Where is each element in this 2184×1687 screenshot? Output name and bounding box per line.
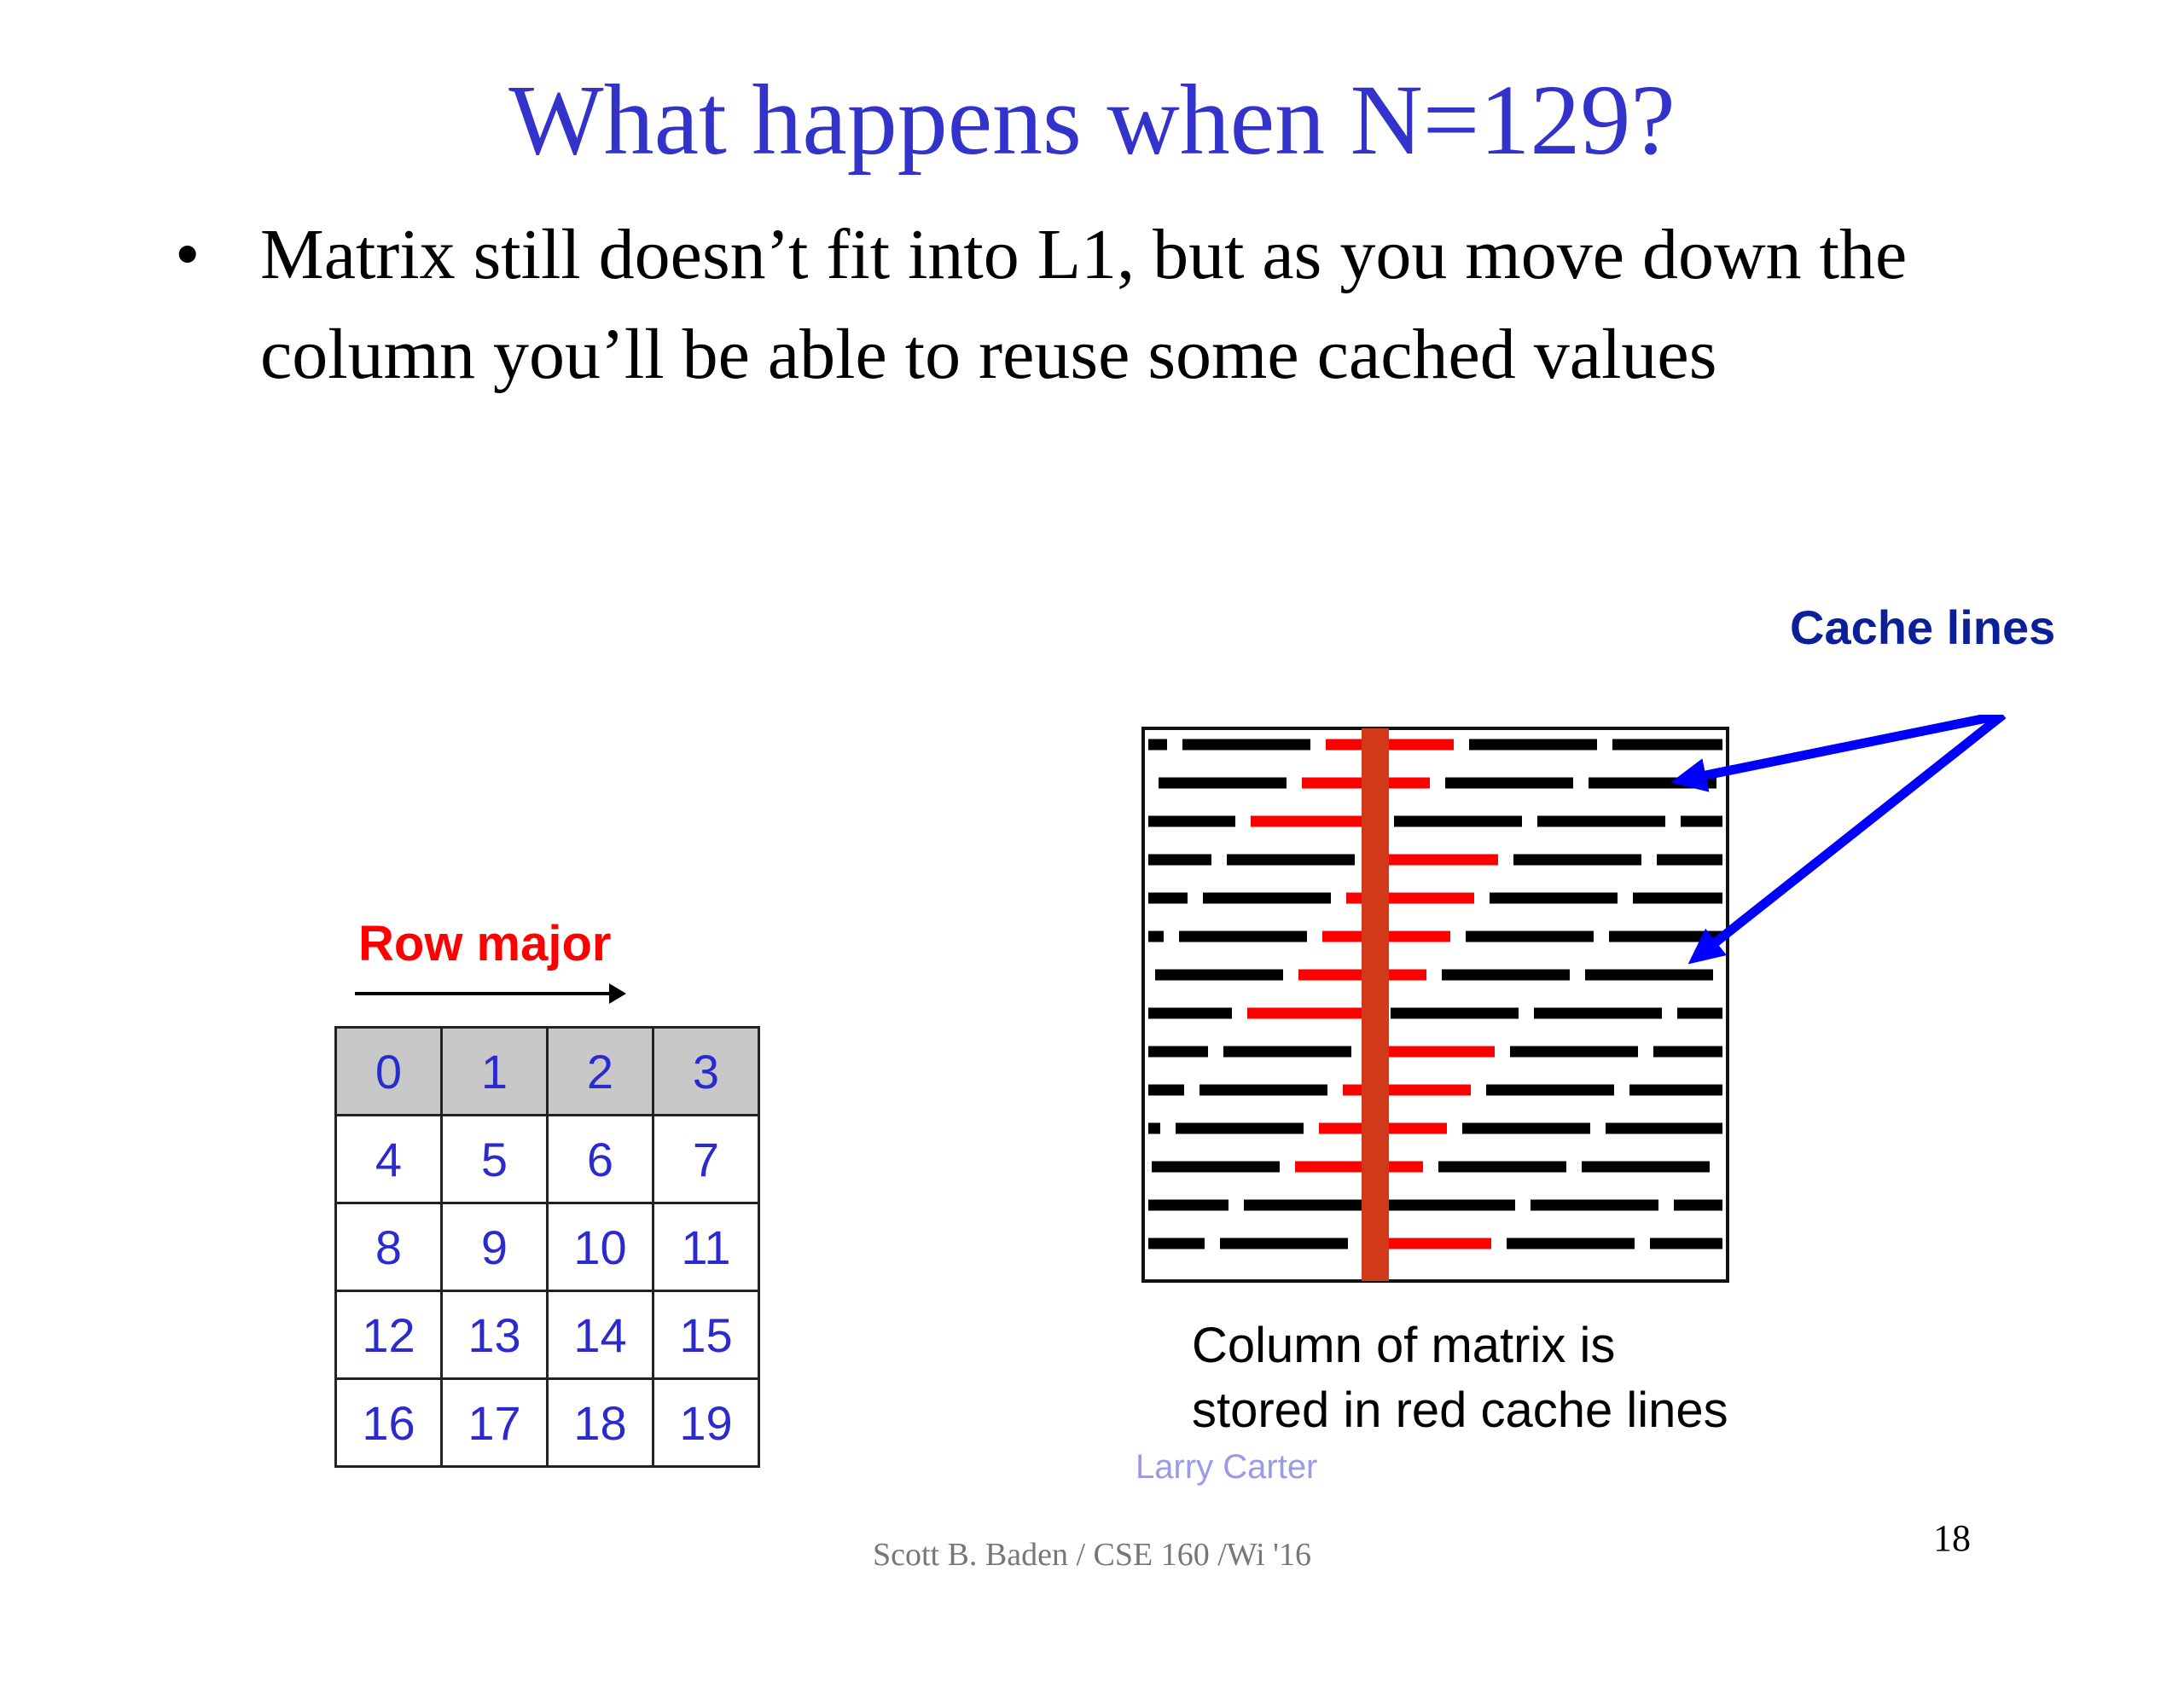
grid-row bbox=[336, 1203, 759, 1291]
bullet-text: Matrix still doesn’t fit into L1, but as you move down the column you’ll be able to reuse some cached values bbox=[260, 215, 1908, 394]
grid-cell: 18 bbox=[548, 1379, 653, 1467]
grid-cell: 6 bbox=[548, 1116, 653, 1203]
grid-row bbox=[336, 1291, 759, 1379]
grid-cell: 13 bbox=[442, 1291, 548, 1379]
slide-footer: Scott B. Baden / CSE 160 /Wi '16 bbox=[872, 1537, 1312, 1573]
matrix-outline bbox=[1143, 728, 1728, 1281]
caption-line-1: Column of matrix is bbox=[1192, 1318, 1616, 1373]
credit-text: Larry Carter bbox=[1136, 1448, 1318, 1486]
bullet-marker: • bbox=[175, 215, 200, 294]
caption-line-2: stored in red cache lines bbox=[1192, 1383, 1728, 1438]
cache-lines-diagram bbox=[1126, 715, 2124, 1312]
slide-title: What happens when N=129? bbox=[508, 64, 1676, 176]
page-number: 18 bbox=[1933, 1517, 1971, 1559]
grid-row bbox=[336, 1379, 759, 1467]
grid-cell: 1 bbox=[442, 1028, 548, 1116]
grid-cell: 8 bbox=[336, 1203, 442, 1291]
grid-cell: 4 bbox=[336, 1116, 442, 1203]
grid-cell: 17 bbox=[442, 1379, 548, 1467]
grid-row bbox=[336, 1116, 759, 1203]
cache-lines-label: Cache lines bbox=[1790, 600, 2056, 654]
grid-cell: 2 bbox=[548, 1028, 653, 1116]
diagram-caption bbox=[1192, 1313, 1840, 1443]
row-major-label: Row major bbox=[358, 916, 612, 971]
grid-cell: 10 bbox=[548, 1203, 653, 1291]
row-major-grid bbox=[334, 1026, 760, 1468]
grid-cell: 16 bbox=[336, 1379, 442, 1467]
grid-cell: 19 bbox=[653, 1379, 759, 1467]
matrix-column bbox=[1362, 728, 1389, 1281]
grid-cell: 12 bbox=[336, 1291, 442, 1379]
grid-cell: 15 bbox=[653, 1291, 759, 1379]
grid-cell: 7 bbox=[653, 1116, 759, 1203]
grid-row bbox=[336, 1028, 759, 1116]
grid-cell: 14 bbox=[548, 1291, 653, 1379]
grid-cell: 0 bbox=[336, 1028, 442, 1116]
cache-line-rows bbox=[1148, 745, 1722, 1244]
grid-cell: 9 bbox=[442, 1203, 548, 1291]
grid-cell: 11 bbox=[653, 1203, 759, 1291]
row-major-arrow-icon bbox=[350, 977, 631, 1011]
grid-cell: 3 bbox=[653, 1028, 759, 1116]
pointer-arrow-icon bbox=[1696, 715, 2003, 958]
cache-line-arrows bbox=[1670, 715, 2003, 964]
grid-cell: 5 bbox=[442, 1116, 548, 1203]
